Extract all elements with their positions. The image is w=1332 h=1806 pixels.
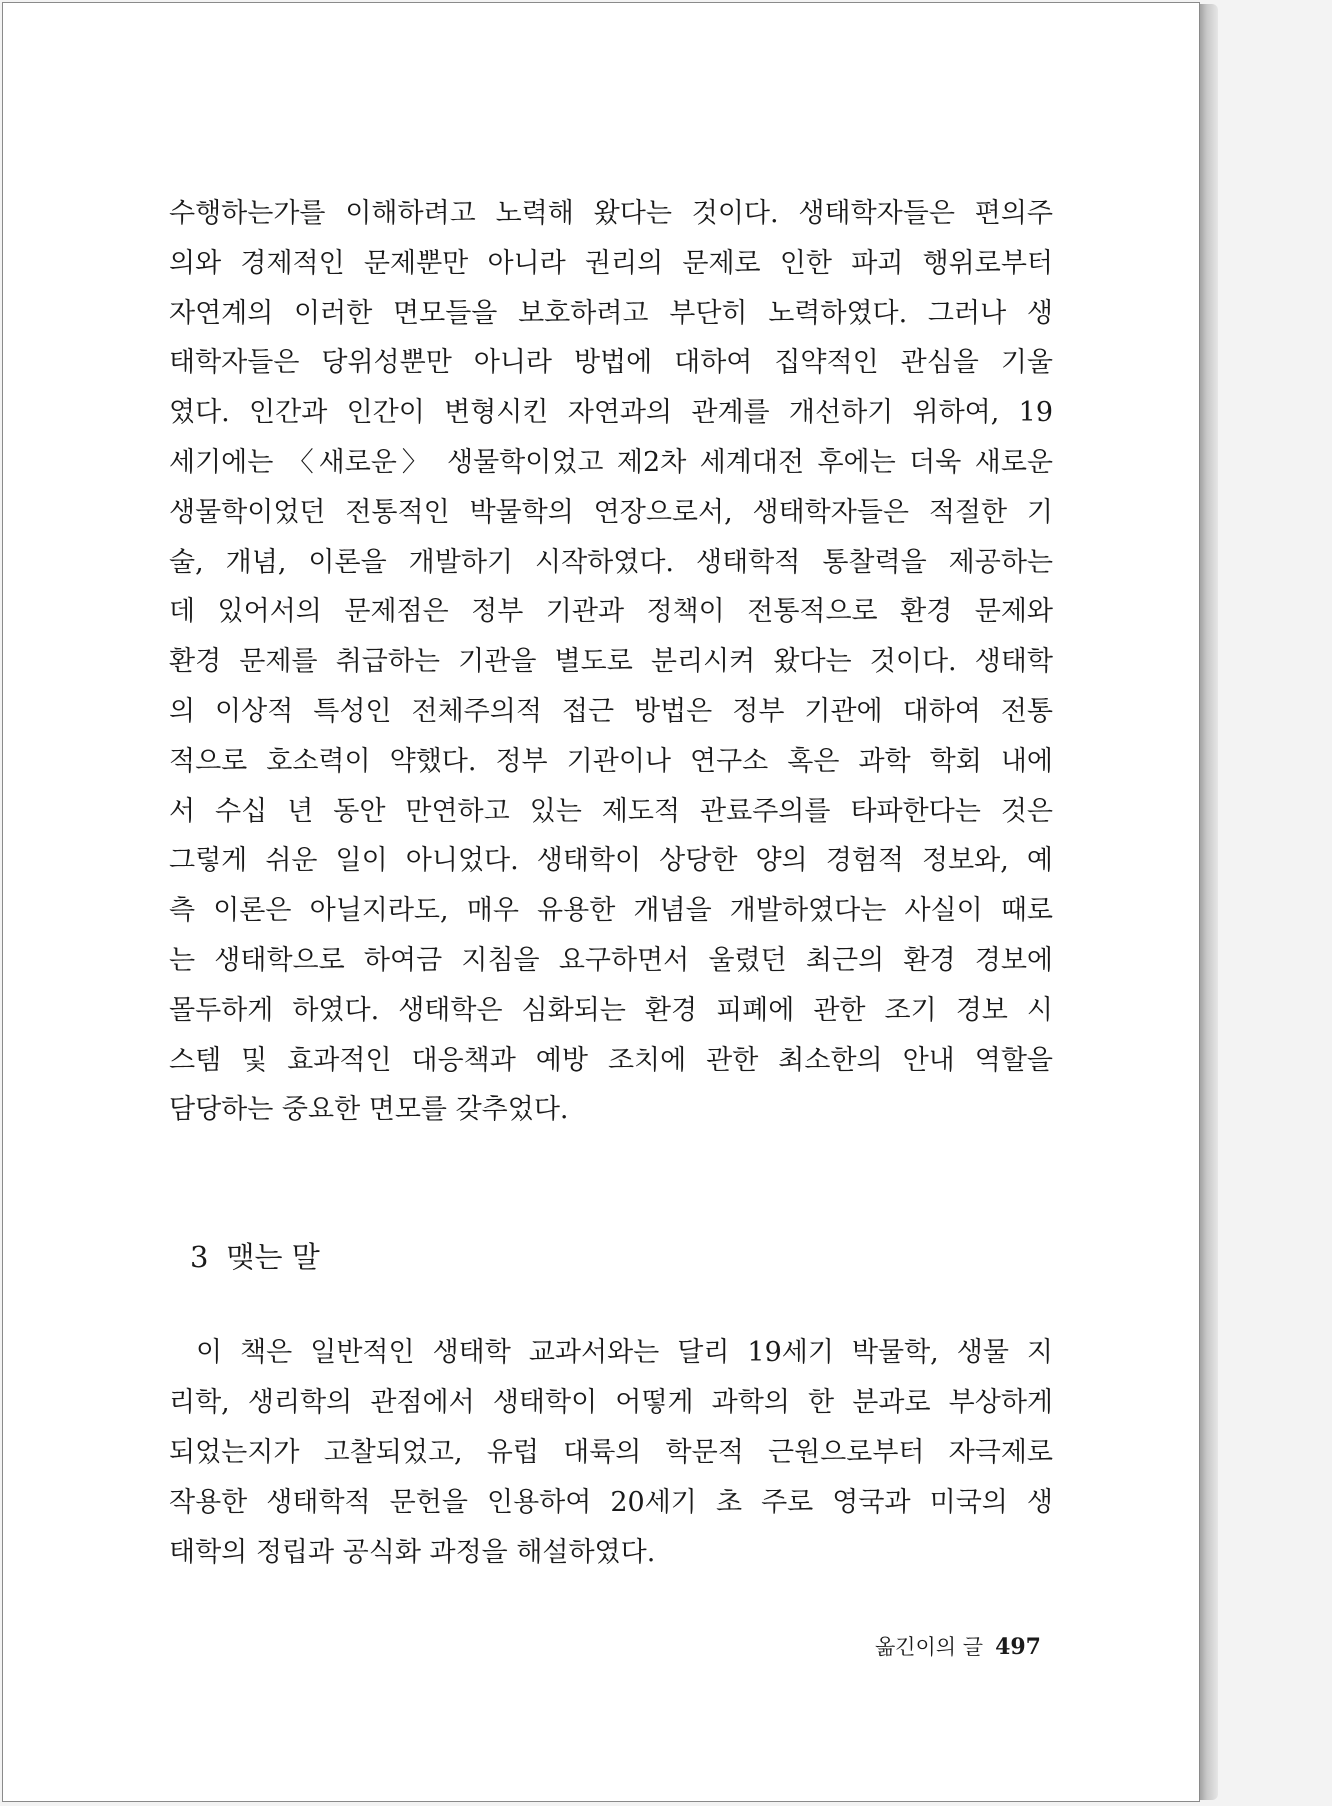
- closing-paragraph: [169, 1328, 1053, 1578]
- text-line: 스템 및 효과적인 대응책과 예방 조치에 관한 최소한의 안내 역할을: [169, 1044, 1053, 1076]
- main-paragraph: [169, 189, 1053, 1135]
- text-line: 데 있어서의 문제점은 정부 기관과 정책이 전통적으로 환경 문제와: [169, 596, 1053, 628]
- text-line: 몰두하게 하였다. 생태학은 심화되는 환경 피폐에 관한 조기 경보 시: [169, 994, 1053, 1026]
- text-line: 였다. 인간과 인간이 변형시킨 자연과의 관계를 개선하기 위하여, 19: [169, 397, 1053, 429]
- text-line: 이 책은 일반적인 생태학 교과서와는 달리 19세기 박물학, 생물 지: [196, 1337, 1053, 1368]
- text-line: 되었는지가 고찰되었고, 유럽 대륙의 학문적 근원으로부터 자극제로: [169, 1437, 1053, 1468]
- text-line: 수행하는가를 이해하려고 노력해 왔다는 것이다. 생태학자들은 편의주: [169, 198, 1053, 229]
- text-line: 자연계의 이러한 면모들을 보호하려고 부단히 노력하였다. 그러나 생: [169, 297, 1053, 329]
- text-line: 술, 개념, 이론을 개발하기 시작하였다. 생태학적 통찰력을 제공하는: [169, 546, 1053, 578]
- text-line: 리학, 생리학의 관점에서 생태학이 어떻게 과학의 한 분과로 부상하게: [169, 1387, 1053, 1418]
- running-title: 옮긴이의 글: [874, 1635, 984, 1659]
- book-page: [2, 2, 1200, 1802]
- text-line: 태학의 정립과 공식화 과정을 해설하였다.: [169, 1537, 656, 1568]
- section-title: 맺는 말: [226, 1240, 320, 1274]
- text-line: 세기에는 〈새로운〉 생물학이었고 제2차 세계대전 후에는 더욱 새로운: [169, 446, 1053, 478]
- section-number: 3: [190, 1240, 209, 1274]
- text-line: 는 생태학으로 하여금 지침을 요구하면서 울렸던 최근의 환경 경보에: [169, 944, 1053, 976]
- text-line: 의와 경제적인 문제뿐만 아니라 권리의 문제로 인한 파괴 행위로부터: [169, 247, 1053, 279]
- page-number: 497: [995, 1634, 1041, 1660]
- text-line: 그렇게 쉬운 일이 아니었다. 생태학이 상당한 양의 경험적 정보와, 예: [169, 845, 1053, 877]
- text-line: 작용한 생태학적 문헌을 인용하여 20세기 초 주로 영국과 미국의 생: [169, 1487, 1053, 1518]
- text-line: 서 수십 년 동안 만연하고 있는 제도적 관료주의를 타파한다는 것은: [169, 795, 1053, 827]
- section-heading: [190, 1235, 320, 1276]
- page-footer: [875, 1631, 1041, 1661]
- text-line: 측 이론은 아닐지라도, 매우 유용한 개념을 개발하였다는 사실이 때로: [169, 895, 1053, 927]
- text-line: 적으로 호소력이 약했다. 정부 기관이나 연구소 혹은 과학 학회 내에: [169, 745, 1053, 777]
- text-line: 담당하는 중요한 면모를 갖추었다.: [169, 1094, 569, 1126]
- text-line: 태학자들은 당위성뿐만 아니라 방법에 대하여 집약적인 관심을 기울: [169, 347, 1053, 379]
- text-line: 환경 문제를 취급하는 기관을 별도로 분리시켜 왔다는 것이다. 생태학: [169, 646, 1053, 678]
- text-line: 생물학이었던 전통적인 박물학의 연장으로서, 생태학자들은 적절한 기: [169, 496, 1053, 528]
- text-line: 의 이상적 특성인 전체주의적 접근 방법은 정부 기관에 대하여 전통: [169, 695, 1053, 727]
